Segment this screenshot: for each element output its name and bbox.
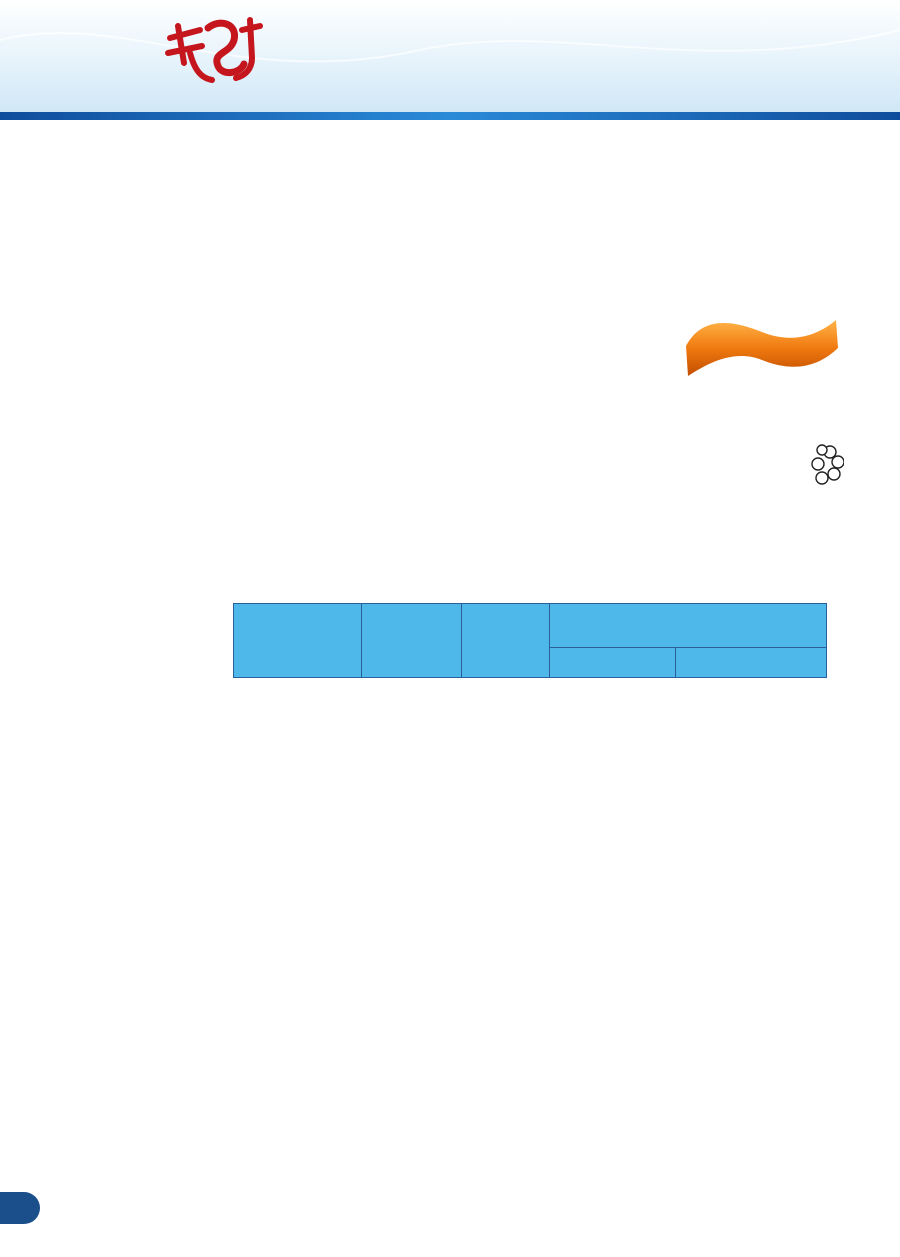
header-bs42 (550, 648, 676, 678)
page-number (0, 1192, 40, 1224)
header-lineardensity (362, 604, 462, 678)
strand-cross-section-diagram (62, 812, 174, 924)
xiangli-logo-icon (160, 8, 270, 108)
orange-rope-image (682, 306, 840, 384)
world-map-dots-decoration (0, 0, 900, 120)
header-banner (0, 0, 900, 120)
header-blue-bar (0, 112, 900, 120)
header-breaking-strength (550, 604, 827, 648)
header-weight (462, 604, 550, 678)
header-bs33 (676, 648, 827, 678)
header-size (234, 604, 362, 678)
braided-rope-drawing (612, 436, 844, 492)
specification-table (233, 603, 827, 678)
